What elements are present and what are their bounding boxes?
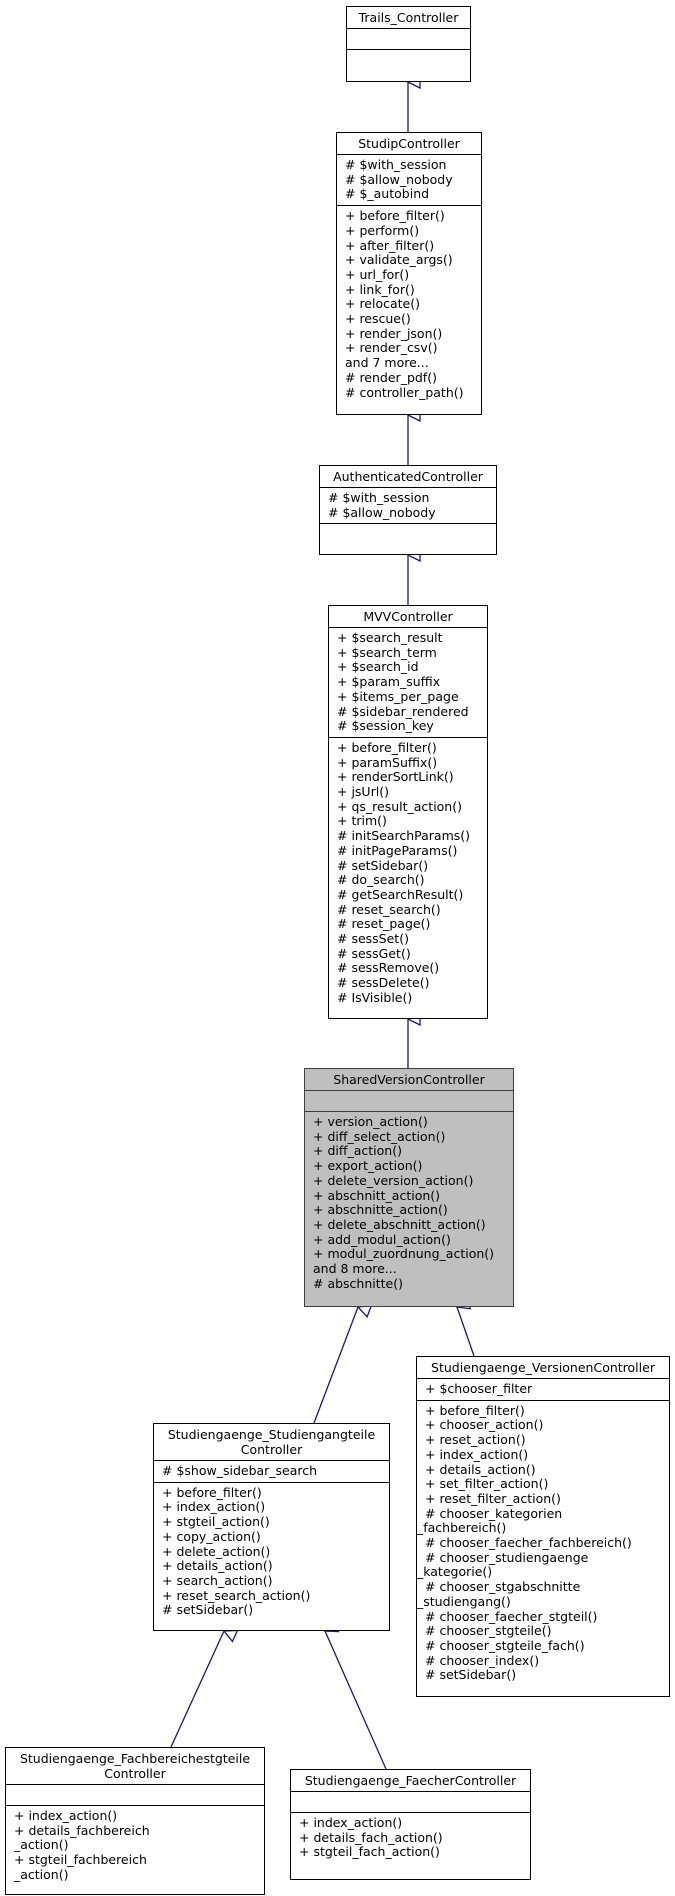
methods-section <box>291 1813 530 1863</box>
method: + delete_abschnitt_action() <box>313 1216 486 1232</box>
class-name <box>154 1424 389 1461</box>
method: + trim() <box>337 813 387 829</box>
attribute: + $param_suffix <box>337 674 441 690</box>
class-name-line: Studiengaenge_Studiengangteile <box>167 1427 376 1442</box>
method: + render_json() <box>345 325 443 341</box>
method: + add_modul_action() <box>313 1231 451 1247</box>
more-methods-note: and 7 more... <box>345 355 429 371</box>
class-name: Studiengaenge_VersionenController <box>417 1357 669 1379</box>
attribute: # $session_key <box>337 718 434 734</box>
edge-faecher-to-stgteile <box>325 1631 386 1769</box>
class-mvv-controller[interactable] <box>328 605 488 1019</box>
more-methods-note: and 8 more... <box>313 1261 397 1277</box>
attribute: + $search_term <box>337 644 437 660</box>
method: + details_action() <box>162 1558 273 1574</box>
class-name: AuthenticatedController <box>320 466 496 488</box>
method: # setSidebar() <box>425 1667 517 1683</box>
class-trails-controller[interactable] <box>346 6 471 82</box>
class-name-line: Studiengaenge_Fachbereichestgteile <box>19 1751 251 1766</box>
attributes-section <box>347 29 470 50</box>
method: # initPageParams() <box>337 842 458 858</box>
method: + set_filter_action() <box>425 1476 549 1492</box>
method: + diff_action() <box>313 1143 402 1159</box>
methods-section <box>6 1806 264 1886</box>
method: + relocate() <box>345 296 420 312</box>
method: # chooser_index() <box>425 1652 540 1668</box>
method: # IsVisible() <box>337 989 413 1005</box>
method: # setSidebar() <box>337 857 429 873</box>
attributes-section <box>329 628 487 738</box>
method: # reset_search() <box>337 901 441 917</box>
method: + chooser_action() <box>425 1417 544 1433</box>
method: + index_action() <box>162 1499 266 1515</box>
method: + render_csv() <box>345 340 438 356</box>
method-continuation: _kategorie() <box>417 1564 493 1580</box>
method: # sessGet() <box>337 945 411 961</box>
method: # reset_page() <box>337 916 431 932</box>
method: + reset_action() <box>425 1432 526 1448</box>
method-continuation: _studiengang() <box>417 1593 511 1609</box>
method: + details_fachbereich <box>14 1822 150 1838</box>
method: + details_fach_action() <box>299 1829 443 1845</box>
method: + index_action() <box>299 1815 403 1830</box>
attribute: + $items_per_page <box>337 688 459 704</box>
method-continuation: _fachbereich() <box>417 1520 507 1536</box>
methods-section <box>154 1483 389 1621</box>
class-shared-version-controller[interactable] <box>304 1068 514 1307</box>
method: + after_filter() <box>345 237 435 253</box>
method: + stgteil_action() <box>162 1514 270 1530</box>
method: + validate_args() <box>345 252 453 268</box>
method: + reset_search_action() <box>162 1587 311 1603</box>
methods-section <box>320 524 496 544</box>
method: # getSearchResult() <box>337 886 464 902</box>
method: # chooser_stgabschnitte <box>425 1579 581 1595</box>
method: + abschnitte_action() <box>313 1202 448 1218</box>
method: + delete_action() <box>162 1543 271 1559</box>
attribute: # $sidebar_rendered <box>337 703 469 719</box>
attribute: # $_autobind <box>345 186 430 202</box>
method: + before_filter() <box>162 1484 262 1500</box>
method: + before_filter() <box>425 1402 525 1418</box>
class-name: Studiengaenge_FaecherController <box>291 1770 530 1792</box>
method: + delete_version_action() <box>313 1172 474 1188</box>
method: + index_action() <box>425 1446 529 1462</box>
attributes-section <box>337 155 481 206</box>
method: + perform() <box>345 222 420 238</box>
attribute: + $search_result <box>337 630 443 645</box>
attribute: + $search_id <box>337 659 419 675</box>
method: + link_for() <box>345 281 415 297</box>
class-authenticated-controller[interactable] <box>319 465 497 555</box>
method: + reset_filter_action() <box>425 1490 561 1506</box>
method: + jsUrl() <box>337 784 389 800</box>
method-continuation: _action() <box>14 1866 69 1882</box>
class-name-line: Controller <box>104 1766 166 1781</box>
attribute: + $chooser_filter <box>425 1381 533 1396</box>
attribute: # $allow_nobody <box>345 171 453 187</box>
method: + rescue() <box>345 311 411 327</box>
attributes-section <box>320 488 496 524</box>
method: # controller_path() <box>345 384 464 400</box>
method: + copy_action() <box>162 1528 261 1544</box>
method: # chooser_faecher_stgteil() <box>425 1608 598 1624</box>
method: + renderSortLink() <box>337 769 454 785</box>
methods-section <box>305 1112 513 1294</box>
edge-versionen-to-shared <box>457 1307 474 1356</box>
edge-fachbereich-to-stgteile <box>171 1631 224 1747</box>
attributes-section <box>6 1785 264 1806</box>
class-name: StudipController <box>337 133 481 155</box>
attribute: # $with_session <box>328 490 430 505</box>
attributes-section <box>305 1091 513 1112</box>
attribute: # $allow_nobody <box>328 504 436 520</box>
class-name: Trails_Controller <box>347 7 470 29</box>
class-name-line: Controller <box>240 1442 303 1457</box>
class-name <box>6 1748 264 1785</box>
method: # sessSet() <box>337 931 409 947</box>
method: + url_for() <box>345 266 410 282</box>
class-studip-controller[interactable] <box>336 132 482 415</box>
class-fachbereichestgteile-controller[interactable] <box>5 1747 265 1895</box>
method: # chooser_stgteile_fach() <box>425 1637 585 1653</box>
method: # chooser_stgteile() <box>425 1623 552 1639</box>
methods-section <box>329 738 487 1009</box>
class-name: SharedVersionController <box>305 1069 513 1091</box>
method: + modul_zuordnung_action() <box>313 1246 495 1262</box>
method: # initSearchParams() <box>337 828 471 844</box>
method: + qs_result_action() <box>337 798 462 814</box>
method: + export_action() <box>313 1158 423 1174</box>
attribute: # $with_session <box>345 157 447 172</box>
methods-section <box>347 50 470 70</box>
method: + diff_select_action() <box>313 1128 446 1144</box>
attribute: # $show_sidebar_search <box>162 1463 318 1478</box>
method: # setSidebar() <box>162 1602 254 1618</box>
class-versionen-controller[interactable] <box>416 1356 670 1697</box>
method: # chooser_kategorien <box>425 1505 563 1521</box>
method: # do_search() <box>337 872 425 888</box>
attributes-section <box>417 1379 669 1401</box>
method: + version_action() <box>313 1114 428 1129</box>
method: + details_action() <box>425 1461 536 1477</box>
method: # sessDelete() <box>337 975 430 991</box>
method: + paramSuffix() <box>337 754 438 770</box>
method: # render_pdf() <box>345 369 437 385</box>
method: + before_filter() <box>337 739 437 755</box>
methods-section <box>417 1401 669 1686</box>
attributes-section <box>154 1461 389 1483</box>
class-studiengangteile-controller[interactable] <box>153 1423 390 1631</box>
method: + abschnitt_action() <box>313 1187 441 1203</box>
methods-section <box>337 206 481 403</box>
method-continuation: _action() <box>14 1837 69 1853</box>
method: + search_action() <box>162 1572 273 1588</box>
attributes-section <box>291 1792 530 1813</box>
method: + index_action() <box>14 1808 118 1823</box>
method: # abschnitte() <box>313 1275 403 1291</box>
edge-stgteile-to-shared <box>314 1307 358 1423</box>
class-faecher-controller[interactable] <box>290 1769 531 1880</box>
class-name: MVVController <box>329 606 487 628</box>
method: + before_filter() <box>345 208 445 224</box>
method: + stgteil_fach_action() <box>299 1844 440 1860</box>
method: # chooser_studiengaenge <box>425 1549 589 1565</box>
method: # chooser_faecher_fachbereich() <box>425 1535 632 1551</box>
method: # sessRemove() <box>337 960 440 976</box>
method: + stgteil_fachbereich <box>14 1852 147 1868</box>
